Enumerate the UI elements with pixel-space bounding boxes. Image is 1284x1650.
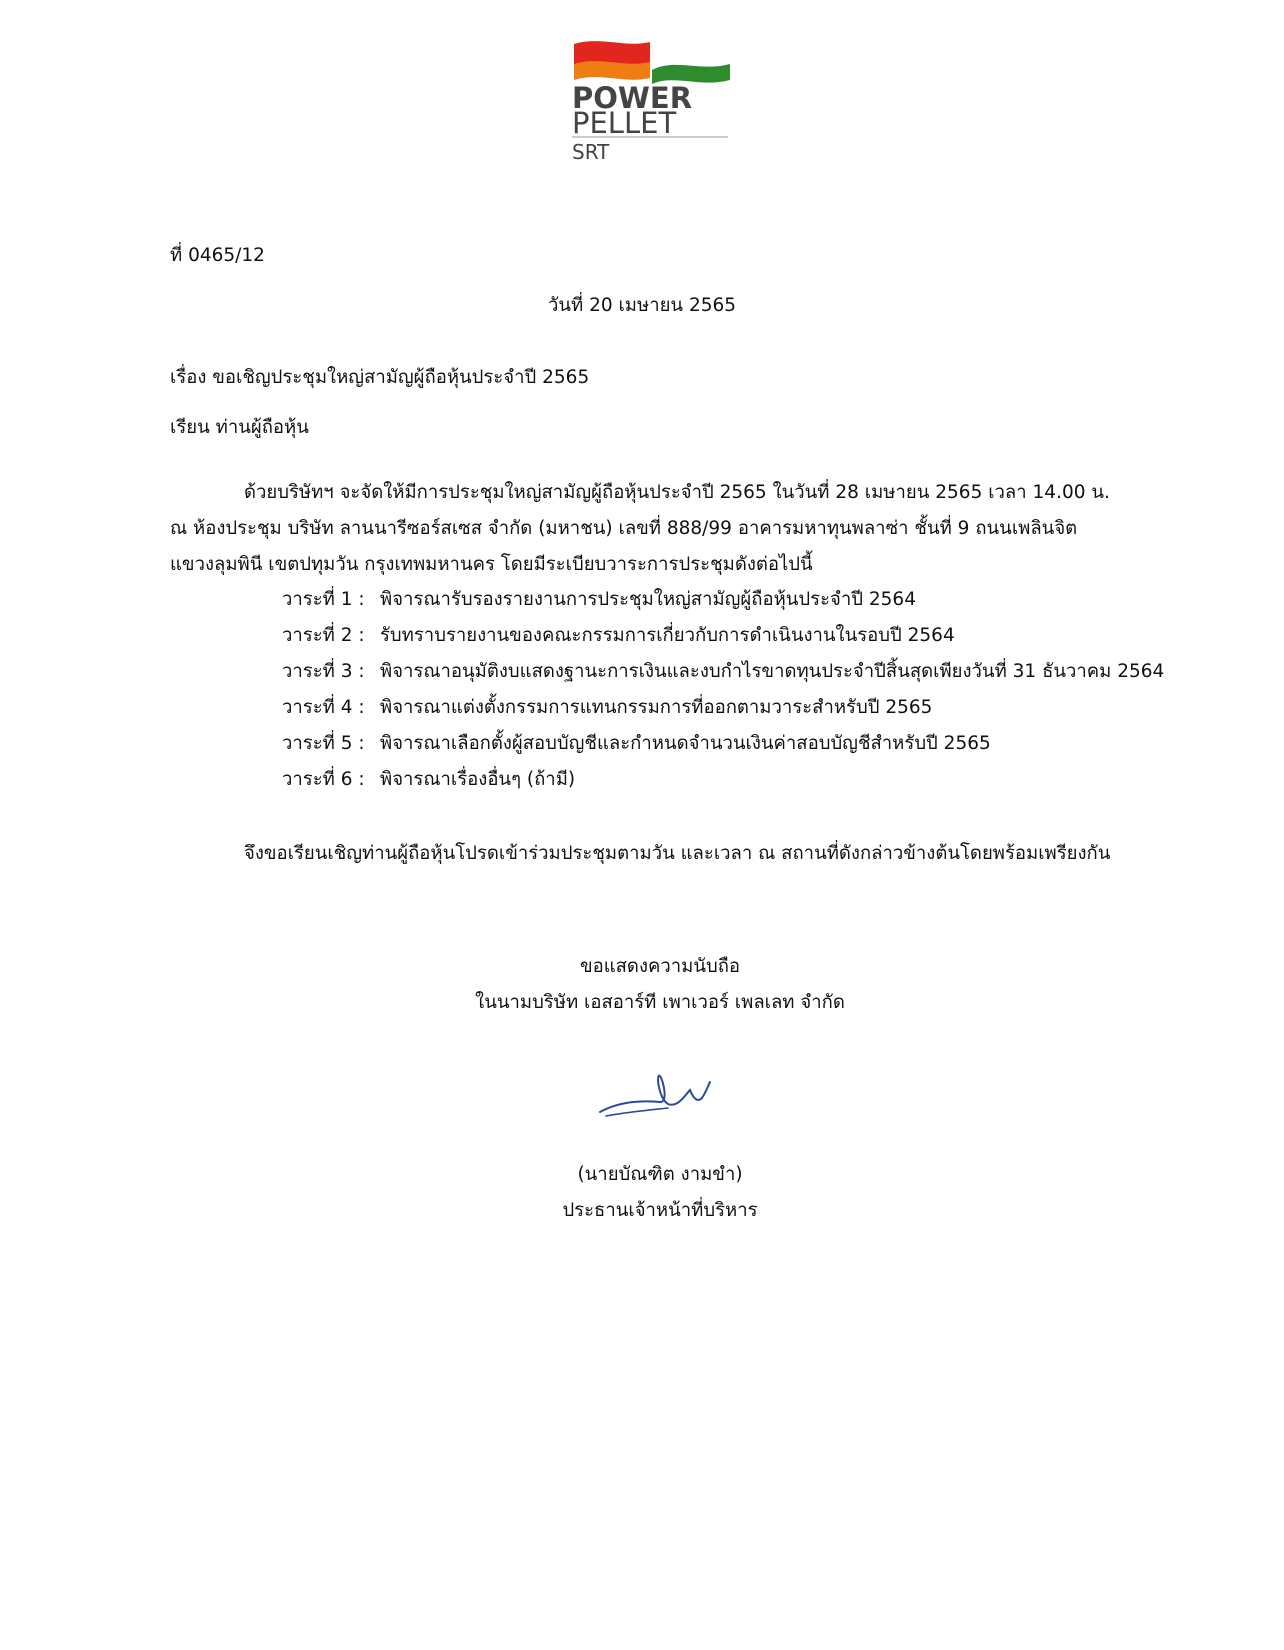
agenda-item-3 bbox=[282, 657, 1164, 686]
signature-icon bbox=[598, 1072, 722, 1120]
signer-name: (นายบัณฑิต งามขำ) bbox=[577, 1164, 743, 1185]
agenda-item-5 bbox=[282, 729, 991, 758]
agenda-item-1 bbox=[282, 585, 916, 614]
agenda-item-label: วาระที่ 1 : bbox=[282, 589, 365, 610]
recipient-line: เรียน ท่านผู้ถือหุ้น bbox=[170, 417, 309, 438]
power-pellet-logo-icon bbox=[570, 38, 740, 168]
signer-title: ประธานเจ้าหน้าที่บริหาร bbox=[562, 1200, 758, 1221]
body-line-1: ด้วยบริษัทฯ จะจัดให้มีการประชุมใหญ่สามัญผู้ถือหุ้นประจำปี 2565 ในวันที่ 28 เมษายน 2565 เวลา 14.00 น. bbox=[244, 482, 1110, 503]
regards-line: ขอแสดงความนับถือ bbox=[579, 956, 741, 977]
logo-word-pellet: PELLET bbox=[572, 106, 677, 140]
agenda-item-text: พิจารณาเลือกตั้งผู้สอบบัญชีและกำหนดจำนวนเงินค่าสอบบัญชีสำหรับปี 2565 bbox=[380, 733, 991, 754]
company-signoff: ในนามบริษัท เอสอาร์ที เพาเวอร์ เพลเลท จำกัด bbox=[475, 992, 845, 1013]
body-line-2: ณ ห้องประชุม บริษัท ลานนารีซอร์สเซส จำกัด (มหาชน) เลขที่ 888/99 อาคารมหาทุนพลาซ่า ชั้นที่ 9 ถนนเพลินจิต bbox=[170, 518, 1078, 539]
agenda-item-text: รับทราบรายงานของคณะกรรมการเกี่ยวกับการดำเนินงานในรอบปี 2564 bbox=[380, 625, 955, 646]
agenda-item-label: วาระที่ 6 : bbox=[282, 769, 365, 790]
agenda-item-text: พิจารณาแต่งตั้งกรรมการแทนกรรมการที่ออกตามวาระสำหรับปี 2565 bbox=[380, 697, 933, 718]
agenda-item-label: วาระที่ 5 : bbox=[282, 733, 365, 754]
document-number: ที่ 0465/12 bbox=[170, 245, 265, 266]
agenda-item-label: วาระที่ 4 : bbox=[282, 697, 365, 718]
company-logo bbox=[570, 38, 740, 168]
body-line-3: แขวงลุมพินี เขตปทุมวัน กรุงเทพมหานคร โดยมีระเบียบวาระการประชุมดังต่อไปนี้ bbox=[170, 554, 813, 575]
agenda-item-6 bbox=[282, 765, 575, 794]
logo-word-power: POWER bbox=[572, 81, 693, 115]
handwritten-signature bbox=[598, 1072, 722, 1120]
subject-line: เรื่อง ขอเชิญประชุมใหญ่สามัญผู้ถือหุ้นประจำปี 2565 bbox=[170, 367, 590, 388]
agenda-item-text: พิจารณาเรื่องอื่นๆ (ถ้ามี) bbox=[380, 769, 576, 790]
agenda-item-label: วาระที่ 2 : bbox=[282, 625, 365, 646]
document-date: วันที่ 20 เมษายน 2565 bbox=[547, 295, 737, 316]
logo-word-srt: SRT bbox=[572, 140, 610, 164]
agenda-item-text: พิจารณาอนุมัติงบแสดงฐานะการเงินและงบกำไรขาดทุนประจำปีสิ้นสุดเพียงวันที่ 31 ธันวาคม 2564 bbox=[380, 661, 1165, 682]
closing-paragraph: จึงขอเรียนเชิญท่านผู้ถือหุ้นโปรดเข้าร่วมประชุมตามวัน และเวลา ณ สถานที่ดังกล่าวข้างต้นโดยพร้อมเพรียงกัน bbox=[244, 843, 1111, 864]
agenda-item-4 bbox=[282, 693, 932, 722]
agenda-item-label: วาระที่ 3 : bbox=[282, 661, 365, 682]
agenda-item-text: พิจารณารับรองรายงานการประชุมใหญ่สามัญผู้ถือหุ้นประจำปี 2564 bbox=[380, 589, 916, 610]
agenda-item-2 bbox=[282, 621, 955, 650]
